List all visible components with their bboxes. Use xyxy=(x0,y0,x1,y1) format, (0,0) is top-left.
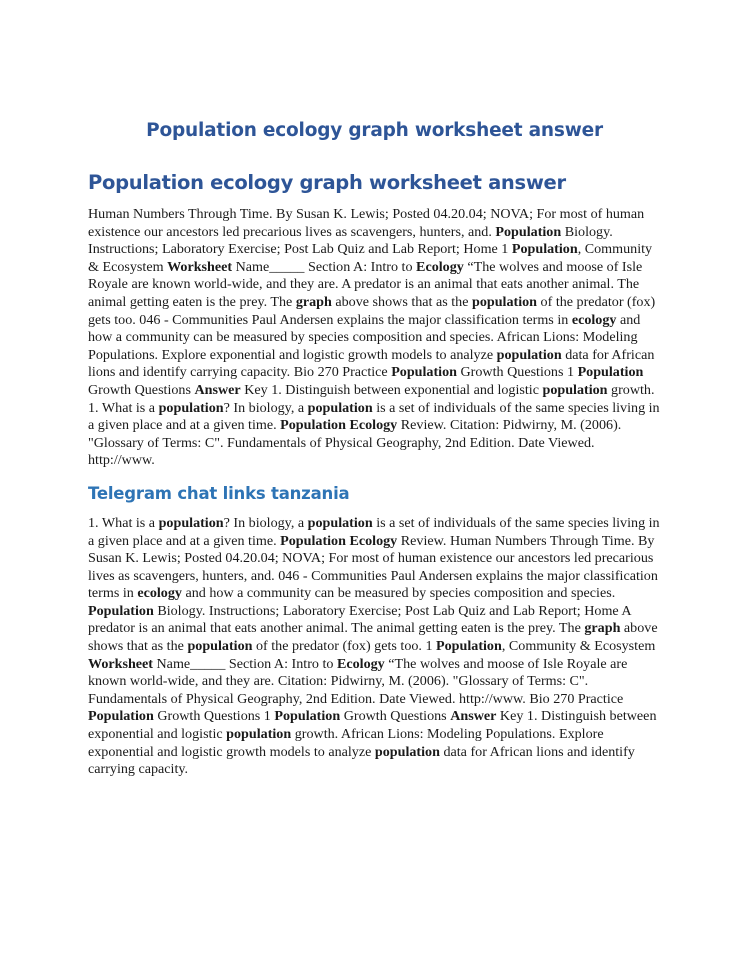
body-text-run: Key 1. Distinguish between exponential and logistic xyxy=(88,708,657,743)
body-text-run: Key 1. Distinguish between exponential and logistic xyxy=(240,381,543,398)
bold-keyword: Worksheet xyxy=(88,655,153,672)
body-text-run: of the predator (fox) gets too. 046 - Communities Paul Andersen explains the major classification terms in xyxy=(88,293,656,328)
bold-keyword: population xyxy=(307,399,373,416)
body-text-run: is a set of individuals of the same species living in a given place and at a given time. xyxy=(88,514,660,549)
bold-keyword: Population Ecology xyxy=(280,417,398,434)
bold-keyword: population xyxy=(542,381,608,398)
bold-keyword: ecology xyxy=(571,311,617,328)
body-text-run: above shows that as the xyxy=(88,620,658,655)
body-text-run: Name_____ Section A: Intro to xyxy=(152,655,337,672)
body-text-run: data for African lions and identify carrying capacity. xyxy=(88,743,635,778)
bold-keyword: Ecology xyxy=(336,655,385,672)
section-paragraph-telegram xyxy=(88,515,661,779)
body-text-run: “The wolves and moose of Isle Royale are known world-wide, and they are. A predator is an animal that eats another animal. The animal getting eaten is the prey. The xyxy=(88,258,643,310)
body-text-run: is a set of individuals of the same species living in a given place and at a given time. xyxy=(88,399,660,434)
body-text-run: Name_____ Section A: Intro to xyxy=(232,258,417,275)
section-heading-telegram: Telegram chat links tanzania xyxy=(88,483,350,503)
bold-keyword: Answer xyxy=(450,708,497,725)
bold-keyword: Answer xyxy=(194,381,241,398)
bold-keyword: population xyxy=(226,726,292,743)
bold-keyword: population xyxy=(374,743,440,760)
bold-keyword: Population xyxy=(511,241,578,258)
bold-keyword: population xyxy=(158,399,224,416)
body-text-run: growth. 1. What is a xyxy=(88,381,655,416)
body-text-run: Human Numbers Through Time. By Susan K. Lewis; Posted 04.20.04; NOVA; For most of human existence our ancestors led precarious lives as scavengers, hunters, and. xyxy=(88,206,645,240)
bold-keyword: Population xyxy=(274,708,341,725)
bold-keyword: Population xyxy=(391,364,457,381)
bold-keyword: population xyxy=(496,346,562,363)
body-text-run: Review. Citation: Pidwirny, M. (2006). "Glossary of Terms: C". Fundamentals of Physical Geography, 2nd Edition. Date Viewed. http://www. xyxy=(88,417,622,469)
body-text-run: data for African lions and identify carrying capacity. Bio 270 Practice xyxy=(88,346,655,381)
document-title: Population ecology graph worksheet answer xyxy=(146,120,603,141)
body-text-run: Growth Questions xyxy=(340,708,451,725)
body-text-run: Growth Questions xyxy=(88,381,195,398)
body-text-run: , Community & Ecosystem xyxy=(88,241,653,275)
body-text-run: “The wolves and moose of Isle Royale are known world-wide, and they are. Citation: Pidwirny, M. (2006). "Glossary of Terms: C". Fundamentals of Physical Geography, 2nd Edition. Date Viewed. http://www. Bio 270 Practice xyxy=(88,655,628,707)
body-text-run: above shows that as the xyxy=(331,293,472,310)
body-text-run: and how a community can be measured by species composition and species. xyxy=(181,585,616,602)
bold-keyword: population xyxy=(307,514,373,531)
bold-keyword: Population Ecology xyxy=(280,532,398,549)
body-text-run: growth. African Lions: Modeling Populations. Explore exponential and logistic growth models to analyze xyxy=(88,726,604,760)
section-paragraph-main xyxy=(88,206,661,470)
body-text-run: of the predator (fox) gets too. 1 xyxy=(252,638,437,655)
body-text-run: 1. What is a xyxy=(88,514,159,531)
body-text-run: Biology. Instructions; Laboratory Exercise; Post Lab Quiz and Lab Report; Home 1 xyxy=(88,223,613,258)
body-text-run: Biology. Instructions; Laboratory Exercise; Post Lab Quiz and Lab Report; Home A predator is an animal that eats another animal. The animal getting eaten is the prey. The xyxy=(88,602,631,637)
bold-keyword: Population xyxy=(88,602,154,619)
bold-keyword: Ecology xyxy=(416,258,464,275)
body-text-run: ? In biology, a xyxy=(223,514,308,531)
bold-keyword: population xyxy=(472,293,538,310)
bold-keyword: Population xyxy=(495,223,562,240)
bold-keyword: population xyxy=(187,638,253,655)
body-text-run: Review. Human Numbers Through Time. By Susan K. Lewis; Posted 04.20.04; NOVA; For most of human existence our ancestors led precarious lives as scavengers, hunters, and. 046 - Communities Paul Andersen explains the major classification terms in xyxy=(88,532,658,602)
bold-keyword: Worksheet xyxy=(167,258,233,275)
body-text-run: and how a community can be measured by species composition and species. African Lions: Modeling Populations. Explore exponential and logistic growth models to analyze xyxy=(88,311,641,363)
bold-keyword: Population xyxy=(88,708,154,725)
bold-keyword: graph xyxy=(584,620,621,637)
body-text-run: ? In biology, a xyxy=(223,399,308,416)
bold-keyword: population xyxy=(158,514,224,531)
body-text-run: Growth Questions 1 xyxy=(456,364,578,381)
bold-keyword: Population xyxy=(436,638,502,655)
body-text-run: Growth Questions 1 xyxy=(153,708,275,725)
bold-keyword: graph xyxy=(295,293,332,310)
bold-keyword: Population xyxy=(577,364,644,381)
section-heading-main: Population ecology graph worksheet answer xyxy=(88,171,566,194)
bold-keyword: ecology xyxy=(137,585,182,602)
body-text-run: , Community & Ecosystem xyxy=(501,638,656,655)
